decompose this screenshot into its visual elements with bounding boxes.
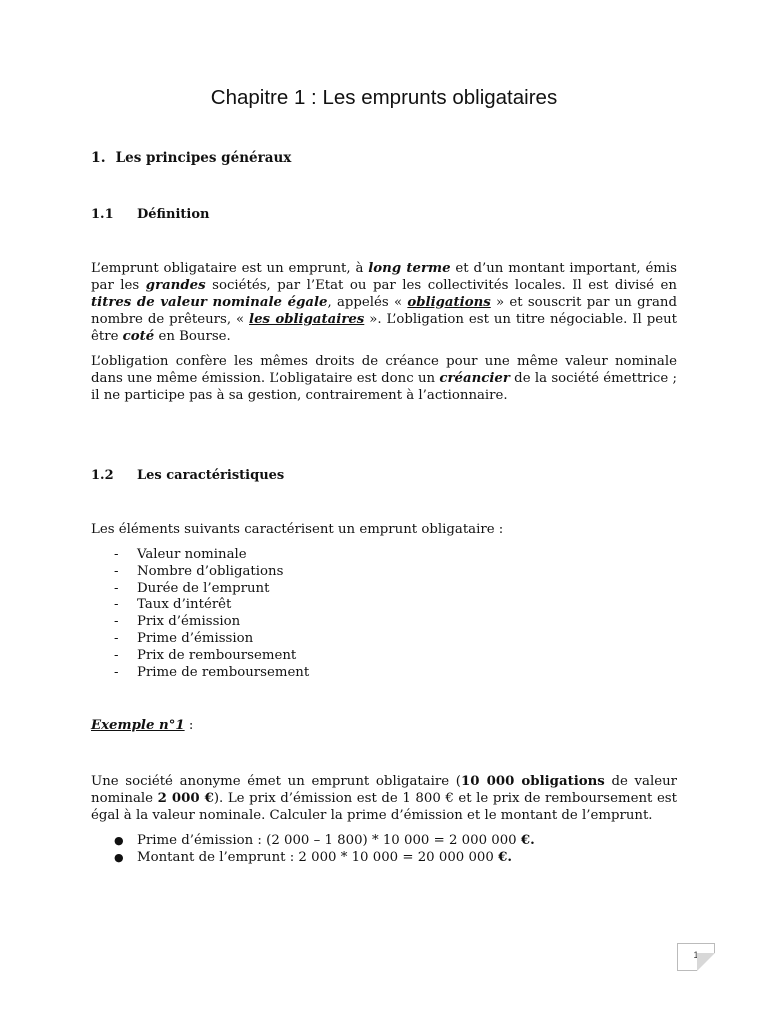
text-run: » et souscrit par un grand nombre de prêteurs, « bbox=[91, 295, 677, 327]
page-number: 1 bbox=[693, 950, 699, 960]
emphasis-obligations: obligations bbox=[407, 295, 491, 310]
emphasis-cote: coté bbox=[122, 329, 155, 344]
emphasis-grandes: grandes bbox=[145, 278, 206, 293]
text-run: ). Le prix d’émission est de 1 800 € et le prix de remboursement est égal à la valeur nominale. Calculer la prime d’émission et le montant de l’emprunt. bbox=[91, 791, 677, 823]
text-run: Une société anonyme émet un emprunt obligataire ( bbox=[91, 774, 461, 789]
result-text: Montant de l’emprunt : 2 000 * 10 000 = 20 000 000 bbox=[137, 850, 499, 865]
emphasis-les-obligataires: les obligataires bbox=[249, 312, 365, 327]
text-run: ». L’obligation est un titre négociable. Il peut être bbox=[91, 312, 678, 344]
definition-paragraph bbox=[91, 260, 677, 345]
result-item bbox=[114, 832, 535, 849]
text-run: de la société émettrice ; il ne participe pas à sa gestion, contrairement à l’actionnaire. bbox=[91, 371, 677, 403]
results-list bbox=[114, 832, 535, 866]
example-suffix: : bbox=[184, 718, 194, 733]
list-item bbox=[114, 631, 309, 648]
section-number: 1. bbox=[91, 150, 106, 166]
list-item bbox=[114, 597, 309, 614]
emphasis-long-terme: long terme bbox=[368, 261, 451, 276]
text-run: en Bourse. bbox=[154, 329, 231, 344]
subsection-number: 1.2 bbox=[91, 468, 114, 483]
chapter-title: Chapitre 1 : Les emprunts obligataires bbox=[210, 86, 558, 109]
page-fold-icon bbox=[697, 953, 715, 971]
subsection-heading-caracteristiques bbox=[91, 468, 284, 483]
list-item-text: Valeur nominale bbox=[137, 547, 247, 562]
text-run: sociétés, par l’Etat ou par les collectivités locales. Il est divisé en bbox=[205, 278, 677, 293]
result-unit: €. bbox=[520, 833, 535, 848]
example-paragraph bbox=[91, 773, 677, 824]
subsection-title: Définition bbox=[137, 207, 210, 222]
list-item bbox=[114, 581, 309, 598]
subsection-title: Les caractéristiques bbox=[137, 468, 285, 483]
text-run: L’emprunt obligataire est un emprunt, à bbox=[91, 261, 369, 276]
example-label: Exemple n°1 bbox=[91, 718, 185, 733]
list-marker: - bbox=[114, 647, 119, 663]
result-item bbox=[114, 849, 535, 866]
definition-paragraph-2 bbox=[91, 353, 677, 404]
list-item bbox=[114, 665, 309, 682]
characteristics-list bbox=[114, 547, 309, 681]
list-item bbox=[114, 547, 309, 564]
list-item-text: Prime de remboursement bbox=[137, 664, 310, 680]
list-item-text: Nombre d’obligations bbox=[137, 563, 284, 579]
example-heading bbox=[91, 718, 193, 733]
list-marker: - bbox=[114, 547, 119, 562]
bold-nominal-value: 2 000 € bbox=[157, 791, 214, 806]
list-item bbox=[114, 614, 309, 631]
text-run: L’obligation confère les mêmes droits de créance pour une même valeur nominale dans une même émission. L’obligataire est donc un bbox=[91, 354, 677, 386]
bold-obligations-count: 10 000 obligations bbox=[461, 774, 605, 789]
list-marker: - bbox=[114, 664, 119, 680]
page-number-box bbox=[677, 943, 715, 971]
list-item-text: Durée de l’emprunt bbox=[137, 580, 270, 596]
list-item-text: Prix d’émission bbox=[137, 614, 241, 630]
text-run: et d’un montant important, émis par les bbox=[91, 261, 677, 293]
list-item bbox=[114, 564, 309, 581]
list-marker: - bbox=[114, 630, 119, 646]
text-run: , appelés « bbox=[327, 295, 408, 310]
bullet-icon: ● bbox=[114, 834, 124, 847]
emphasis-creancier: créancier bbox=[439, 371, 510, 386]
result-unit: €. bbox=[498, 850, 512, 865]
subsection-heading-definition bbox=[91, 207, 209, 222]
list-item-text: Taux d’intérêt bbox=[137, 597, 232, 613]
emphasis-titres: titres de valeur nominale égale bbox=[91, 295, 328, 310]
list-item-text: Prime d’émission bbox=[137, 630, 254, 646]
section-heading bbox=[91, 150, 291, 166]
list-marker: - bbox=[114, 614, 119, 630]
bullet-icon: ● bbox=[114, 851, 124, 864]
characteristics-intro: Les éléments suivants caractérisent un emprunt obligataire : bbox=[91, 522, 504, 537]
list-item-text: Prix de remboursement bbox=[137, 647, 297, 663]
text-run: de valeur nominale bbox=[91, 774, 677, 806]
list-marker: - bbox=[114, 563, 119, 579]
section-title: Les principes généraux bbox=[115, 150, 292, 166]
list-marker: - bbox=[114, 597, 119, 613]
result-text: Prime d’émission : (2 000 – 1 800) * 10 000 = 2 000 000 bbox=[137, 833, 521, 848]
subsection-number: 1.1 bbox=[91, 207, 114, 222]
list-item bbox=[114, 648, 309, 665]
list-marker: - bbox=[114, 580, 119, 596]
